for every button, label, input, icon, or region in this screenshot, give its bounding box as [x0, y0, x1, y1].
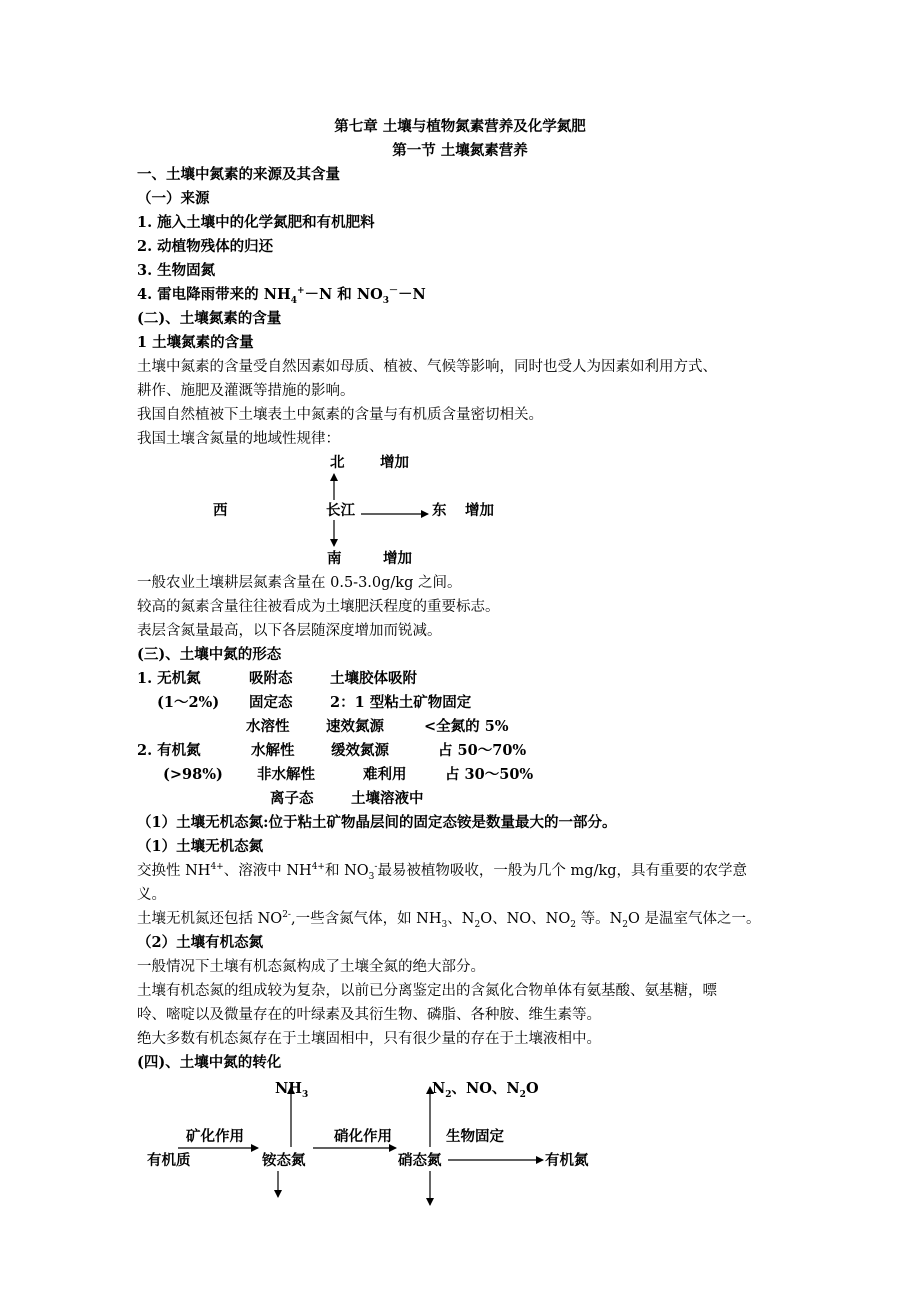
- forms-r4c3: 缓效氮源: [331, 742, 389, 759]
- forms-r4c1: 2. 有机氮: [137, 742, 201, 759]
- cycle-organic-matter: 有机质: [147, 1152, 191, 1169]
- source-item-4: 4. 雷电降雨带来的 $NH_4^+-N$ 和 $NO_3^--N$: [137, 286, 426, 306]
- paragraph-10b: 呤、嘧啶以及微量存在的叶绿素及其衍生物、磷脂、各种胺、维生素等。: [137, 1007, 601, 1023]
- paragraph-3: 我国土壤含氮量的地域性规律：: [137, 431, 340, 447]
- geo-east: 东: [432, 502, 447, 519]
- paragraph-7b: 义。: [137, 887, 166, 903]
- paragraph-2: 我国自然植被下土壤表土中氮素的含量与有机质含量密切相关。: [137, 407, 543, 423]
- cycle-organic-n: 有机氮: [545, 1152, 589, 1169]
- note-inorganic-fixed: （1）土壤无机态氮:位于粘土矿物晶层间的固定态铵是数量最大的一部分。: [137, 814, 617, 831]
- forms-r5c3: 难利用: [363, 766, 407, 783]
- forms-r5c1: (>98%): [163, 766, 223, 783]
- forms-r1c3: 土壤胶体吸附: [330, 670, 417, 687]
- paragraph-7a: 交换性 $NH^{4+}$、溶液中 $NH^{4+}$和 $NO_3^-$最易被植物吸收，一般为几个 mg/kg，具有重要的农学意: [137, 862, 748, 882]
- section-title: 第一节 土壤氮素营养: [392, 142, 528, 159]
- paragraph-8: 土壤无机氮还包括 $NO^{2-}$,一些含氮气体，如 $NH_3$、$N_2O$、NO、$NO_2$ 等。$N_2O$ 是温室气体之一。: [137, 910, 761, 930]
- forms-r3c3: 速效氮源: [326, 718, 384, 735]
- heading-transform: (四)、土壤中氮的转化: [137, 1054, 282, 1071]
- geo-north: 北: [330, 454, 345, 471]
- heading-1: 一、土壤中氮素的来源及其含量: [137, 166, 340, 183]
- forms-r4c4: 占 50～70%: [438, 742, 527, 759]
- source-item-3: 3. 生物固氮: [137, 262, 216, 279]
- heading-source: （一）来源: [137, 190, 210, 207]
- cycle-nh3: $NH_3$: [275, 1080, 309, 1100]
- heading-inorganic: （1）土壤无机态氮: [137, 838, 264, 855]
- cycle-gases: $N_2$、NO、$N_2O$: [432, 1080, 539, 1100]
- forms-r1c1: 1. 无机氮: [137, 670, 201, 687]
- forms-r3c4: <全氮的 5%: [424, 718, 509, 735]
- forms-r5c2: 非水解性: [257, 766, 315, 783]
- source-item-1: 1. 施入土壤中的化学氮肥和有机肥料: [137, 214, 375, 231]
- geo-south-increase: 增加: [383, 550, 412, 567]
- paragraph-9: 一般情况下土壤有机态氮构成了土壤全氮的绝大部分。: [137, 959, 485, 975]
- paragraph-1b: 耕作、施肥及灌溉等措施的影响。: [137, 383, 355, 399]
- forms-r2c1: (1～2%): [157, 694, 220, 711]
- paragraph-4: 一般农业土壤耕层氮素含量在 0.5-3.0g/kg 之间。: [137, 575, 462, 591]
- geo-center: 长江: [326, 502, 355, 519]
- geo-south: 南: [327, 550, 342, 567]
- paragraph-1a: 土壤中氮素的含量受自然因素如母质、植被、气候等影响，同时也受人为因素如利用方式、: [137, 359, 717, 375]
- forms-r1c2: 吸附态: [249, 670, 293, 687]
- paragraph-10a: 土壤有机态氮的组成较为复杂，以前已分离鉴定出的含氮化合物单体有氨基酸、氨基糖，嘌: [137, 983, 717, 999]
- cycle-nitrate: 硝态氮: [398, 1152, 442, 1169]
- heading-organic: （2）土壤有机态氮: [137, 934, 264, 951]
- forms-r2c2: 固定态: [249, 694, 293, 711]
- forms-r6c2: 离子态: [270, 790, 314, 807]
- source-item-2: 2. 动植物残体的归还: [137, 238, 274, 255]
- forms-r2c3: 2：1 型粘土矿物固定: [330, 694, 472, 711]
- heading-content: (二)、土壤氮素的含量: [137, 310, 282, 327]
- cycle-mineralization: 矿化作用: [186, 1128, 244, 1145]
- cycle-ammonium: 铵态氮: [262, 1152, 306, 1169]
- paragraph-5: 较高的氮素含量往往被看成为土壤肥沃程度的重要标志。: [137, 599, 500, 615]
- paragraph-6: 表层含氮量最高，以下各层随深度增加而锐减。: [137, 623, 442, 639]
- chapter-title: 第七章 土壤与植物氮素营养及化学氮肥: [334, 118, 586, 135]
- forms-r6c3: 土壤溶液中: [351, 790, 424, 807]
- paragraph-11: 绝大多数有机态氮存在于土壤固相中，只有很少量的存在于土壤液相中。: [137, 1031, 601, 1047]
- geo-east-increase: 增加: [465, 502, 494, 519]
- cycle-fixation: 生物固定: [446, 1128, 504, 1145]
- forms-r4c2: 水解性: [251, 742, 295, 759]
- cycle-nitrification: 硝化作用: [334, 1128, 392, 1145]
- heading-forms: (三)、土壤中氮的形态: [137, 646, 282, 663]
- geo-west: 西: [213, 502, 228, 519]
- geo-north-increase: 增加: [380, 454, 409, 471]
- heading-content-1: 1 土壤氮素的含量: [137, 334, 254, 351]
- forms-r5c4: 占 30～50%: [445, 766, 534, 783]
- forms-r3c2: 水溶性: [246, 718, 290, 735]
